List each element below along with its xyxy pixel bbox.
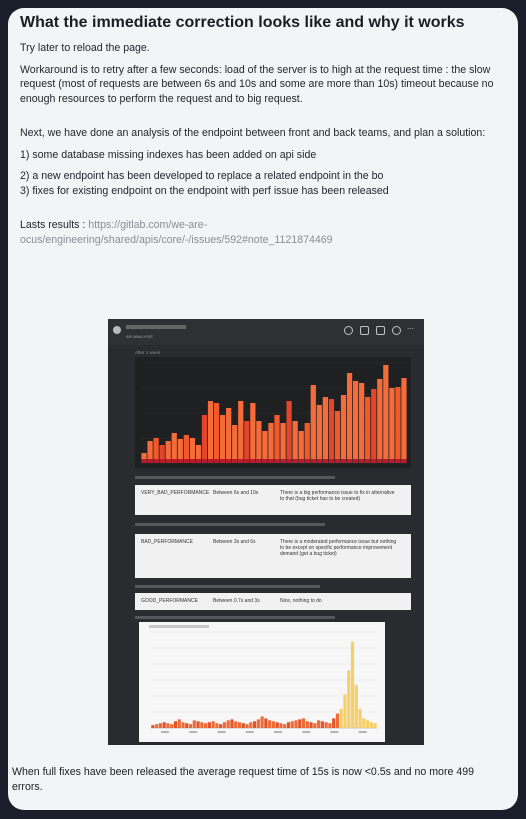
section-caption-2 bbox=[135, 523, 325, 526]
perf-note: There is a big performance issue to fix in alternative to that (bug ticket has to be created) bbox=[280, 490, 395, 502]
bar-segment bbox=[196, 459, 201, 463]
perf-row-good bbox=[135, 593, 411, 610]
bar bbox=[311, 385, 316, 463]
bar-segment bbox=[190, 459, 195, 463]
bar bbox=[189, 724, 192, 728]
bar bbox=[214, 403, 219, 463]
bar bbox=[323, 397, 328, 463]
bar bbox=[204, 723, 207, 728]
perf-note: Nice, nothing to do bbox=[280, 598, 322, 604]
more-icon: ⋯ bbox=[407, 326, 414, 333]
bar bbox=[347, 670, 350, 728]
perf-range: Between 0.7s and 3s bbox=[213, 598, 260, 604]
bar bbox=[212, 721, 215, 728]
bar-segment bbox=[305, 459, 310, 463]
bar-segment bbox=[256, 459, 261, 463]
bar bbox=[185, 723, 188, 728]
bar bbox=[336, 714, 339, 728]
bar bbox=[170, 724, 173, 728]
bar bbox=[219, 724, 222, 728]
embedded-screenshot bbox=[108, 319, 424, 745]
tick-label bbox=[218, 731, 226, 733]
bar-segment bbox=[401, 459, 406, 463]
bar bbox=[178, 719, 181, 728]
edit-icon bbox=[360, 326, 369, 335]
bar bbox=[151, 725, 154, 728]
bar bbox=[305, 423, 310, 463]
bar bbox=[302, 718, 305, 728]
timeline-bar-chart bbox=[139, 622, 385, 742]
bar bbox=[366, 720, 369, 728]
bar bbox=[261, 716, 264, 728]
bar-segment bbox=[214, 459, 219, 463]
bar-segment bbox=[365, 459, 370, 463]
bar bbox=[299, 431, 304, 463]
bar-segment bbox=[178, 459, 183, 463]
bar bbox=[335, 411, 340, 463]
bar bbox=[272, 721, 275, 728]
perf-range: Between 3s and 6s bbox=[213, 539, 256, 545]
bar-segment bbox=[293, 459, 298, 463]
bar bbox=[268, 720, 271, 728]
bar bbox=[365, 397, 370, 463]
bar bbox=[395, 387, 400, 463]
bar bbox=[294, 720, 297, 728]
avatar bbox=[113, 326, 121, 334]
bar bbox=[202, 415, 207, 463]
perf-note: There is a moderated performance issue but nothing to be except on specific performance improvement demand (get a bug ticket) bbox=[280, 539, 397, 557]
bar bbox=[362, 718, 365, 728]
results-line bbox=[20, 218, 506, 247]
bar bbox=[358, 709, 361, 728]
tick-label bbox=[246, 731, 254, 733]
bar bbox=[234, 721, 237, 728]
bar bbox=[163, 722, 166, 728]
bar bbox=[200, 722, 203, 728]
bar bbox=[274, 415, 279, 463]
bar bbox=[353, 381, 358, 463]
conclusion-text: When full fixes have been released the average request time of 15s is now <0.5s and no more 499 errors. bbox=[12, 766, 474, 793]
bar bbox=[181, 722, 184, 728]
bar-segment bbox=[166, 459, 171, 463]
author-line bbox=[126, 325, 186, 329]
bar bbox=[325, 722, 328, 728]
perf-range: Between 6s and 10s bbox=[213, 490, 259, 496]
bar bbox=[371, 389, 376, 463]
smile-icon bbox=[344, 326, 353, 335]
bar-segment bbox=[268, 459, 273, 463]
bar bbox=[230, 719, 233, 728]
bar bbox=[215, 723, 218, 728]
bar bbox=[359, 383, 364, 463]
bar-segment bbox=[311, 459, 316, 463]
post-title: What the immediate correction looks like and why it works bbox=[20, 14, 465, 31]
bar bbox=[310, 722, 313, 728]
bar bbox=[291, 721, 294, 728]
tick-label bbox=[189, 731, 197, 733]
results-label: Lasts results : bbox=[20, 219, 89, 231]
bar bbox=[197, 721, 200, 728]
bar bbox=[401, 378, 406, 463]
bar bbox=[166, 723, 169, 728]
bar bbox=[262, 431, 267, 463]
perf-category: VERY_BAD_PERFORMANCE bbox=[141, 490, 210, 496]
bar-segment bbox=[274, 459, 279, 463]
bar bbox=[328, 723, 331, 728]
bar-segment bbox=[347, 459, 352, 463]
bar bbox=[208, 722, 211, 728]
bar-segment bbox=[262, 459, 267, 463]
results-link[interactable]: https://gitlab.com/we-are-ocus/engineering/shared/apis/core/-/issues/592#note_1121874469 bbox=[20, 219, 333, 246]
bar-segment bbox=[220, 459, 225, 463]
bar bbox=[220, 415, 225, 463]
bar-segment bbox=[202, 459, 207, 463]
bar-segment bbox=[371, 459, 376, 463]
week-bar-chart bbox=[135, 357, 411, 468]
bar bbox=[341, 395, 346, 463]
section-caption-3 bbox=[135, 585, 320, 588]
bar-segment bbox=[280, 459, 285, 463]
paragraph-workaround: Workaround is to retry after a few seconds: load of the server is to high at the request time : the slow request (most of requests are between 6s and 10s and some are more than 10s) timeout because no enough resources to perform the request and to big request. bbox=[20, 63, 494, 105]
bar bbox=[256, 421, 261, 463]
bar bbox=[174, 721, 177, 728]
bar bbox=[227, 720, 230, 728]
bar bbox=[343, 694, 346, 728]
list-item-2: 2) a new endpoint has been developed to replace a related endpoint in the bo bbox=[20, 170, 384, 182]
bar-segment bbox=[250, 459, 255, 463]
bar bbox=[351, 642, 354, 728]
section-caption-1 bbox=[135, 476, 335, 479]
bar bbox=[377, 379, 382, 463]
bar bbox=[184, 435, 189, 463]
bar-segment bbox=[389, 459, 394, 463]
bar bbox=[257, 719, 260, 728]
bar bbox=[155, 724, 158, 728]
bar-segment bbox=[147, 459, 152, 463]
bar bbox=[159, 723, 162, 728]
bar bbox=[317, 405, 322, 463]
bar-segment bbox=[329, 459, 334, 463]
bar bbox=[268, 423, 273, 463]
bar bbox=[332, 718, 335, 728]
bar bbox=[172, 433, 177, 463]
bar-segment bbox=[359, 459, 364, 463]
bar bbox=[340, 709, 343, 728]
bar bbox=[253, 721, 256, 728]
bar bbox=[317, 720, 320, 728]
image-icon bbox=[376, 326, 385, 335]
after-label: After 1 week bbox=[135, 350, 161, 355]
analysis-label: API ANALYSIS bbox=[126, 334, 153, 339]
bar bbox=[329, 399, 334, 463]
bar bbox=[208, 401, 213, 463]
bar bbox=[293, 421, 298, 463]
bar bbox=[370, 722, 373, 728]
bar-segment bbox=[153, 459, 158, 463]
tick-label bbox=[161, 731, 169, 733]
bar bbox=[313, 723, 316, 728]
bar-segment bbox=[317, 459, 322, 463]
bar bbox=[347, 373, 352, 463]
bar bbox=[264, 718, 267, 728]
bar bbox=[389, 388, 394, 463]
bar bbox=[279, 723, 282, 728]
bar-segment bbox=[377, 459, 382, 463]
bar bbox=[280, 423, 285, 463]
bar bbox=[287, 722, 290, 728]
bar-segment bbox=[335, 459, 340, 463]
bar-segment bbox=[184, 459, 189, 463]
bar bbox=[238, 722, 241, 728]
bar bbox=[276, 722, 279, 728]
perf-category: GOOD_PERFORMANCE bbox=[141, 598, 198, 604]
tick-label bbox=[359, 731, 367, 733]
list-item-1: 1) some database missing indexes has been added on api side bbox=[20, 148, 317, 161]
bar-segment bbox=[341, 459, 346, 463]
bar-segment bbox=[141, 459, 146, 463]
perf-row-bad bbox=[135, 534, 411, 578]
screenshot-header bbox=[108, 319, 424, 345]
bar bbox=[226, 408, 231, 463]
bar bbox=[238, 401, 243, 463]
bar bbox=[193, 720, 196, 728]
settings-icon bbox=[392, 326, 401, 335]
bar bbox=[286, 401, 291, 463]
tick-label bbox=[274, 731, 282, 733]
bar bbox=[355, 685, 358, 728]
perf-row-very-bad bbox=[135, 485, 411, 515]
tick-label bbox=[302, 731, 310, 733]
bar-segment bbox=[395, 459, 400, 463]
bar bbox=[245, 724, 248, 728]
paragraph-reload: Try later to reload the page. bbox=[20, 42, 150, 54]
bar-segment bbox=[172, 459, 177, 463]
bar-segment bbox=[244, 459, 249, 463]
bar-segment bbox=[226, 459, 231, 463]
bar bbox=[306, 721, 309, 728]
bar-segment bbox=[323, 459, 328, 463]
bar bbox=[244, 421, 249, 463]
bar-segment bbox=[160, 459, 165, 463]
perf-category: BAD_PERFORMANCE bbox=[141, 539, 193, 545]
bar-segment bbox=[232, 459, 237, 463]
bar bbox=[223, 722, 226, 728]
bar bbox=[321, 721, 324, 728]
bar-segment bbox=[208, 459, 213, 463]
bar bbox=[250, 403, 255, 463]
bar bbox=[232, 425, 237, 463]
bar bbox=[283, 724, 286, 728]
bar-segment bbox=[238, 459, 243, 463]
bar bbox=[242, 723, 245, 728]
bar bbox=[249, 722, 252, 728]
bar-segment bbox=[353, 459, 358, 463]
bar-segment bbox=[286, 459, 291, 463]
list-item-3: 3) fixes for existing endpoint on the endpoint with perf issue has been released bbox=[20, 184, 389, 197]
chart-caption bbox=[149, 625, 209, 628]
bar bbox=[298, 719, 301, 728]
bar bbox=[374, 723, 377, 728]
section-caption-4 bbox=[135, 616, 335, 619]
bar-segment bbox=[299, 459, 304, 463]
tick-label bbox=[331, 731, 339, 733]
bar-segment bbox=[383, 459, 388, 463]
paragraph-analysis: Next, we have done an analysis of the endpoint between front and back teams, and plan a solution: bbox=[20, 127, 486, 139]
bar bbox=[383, 365, 388, 463]
